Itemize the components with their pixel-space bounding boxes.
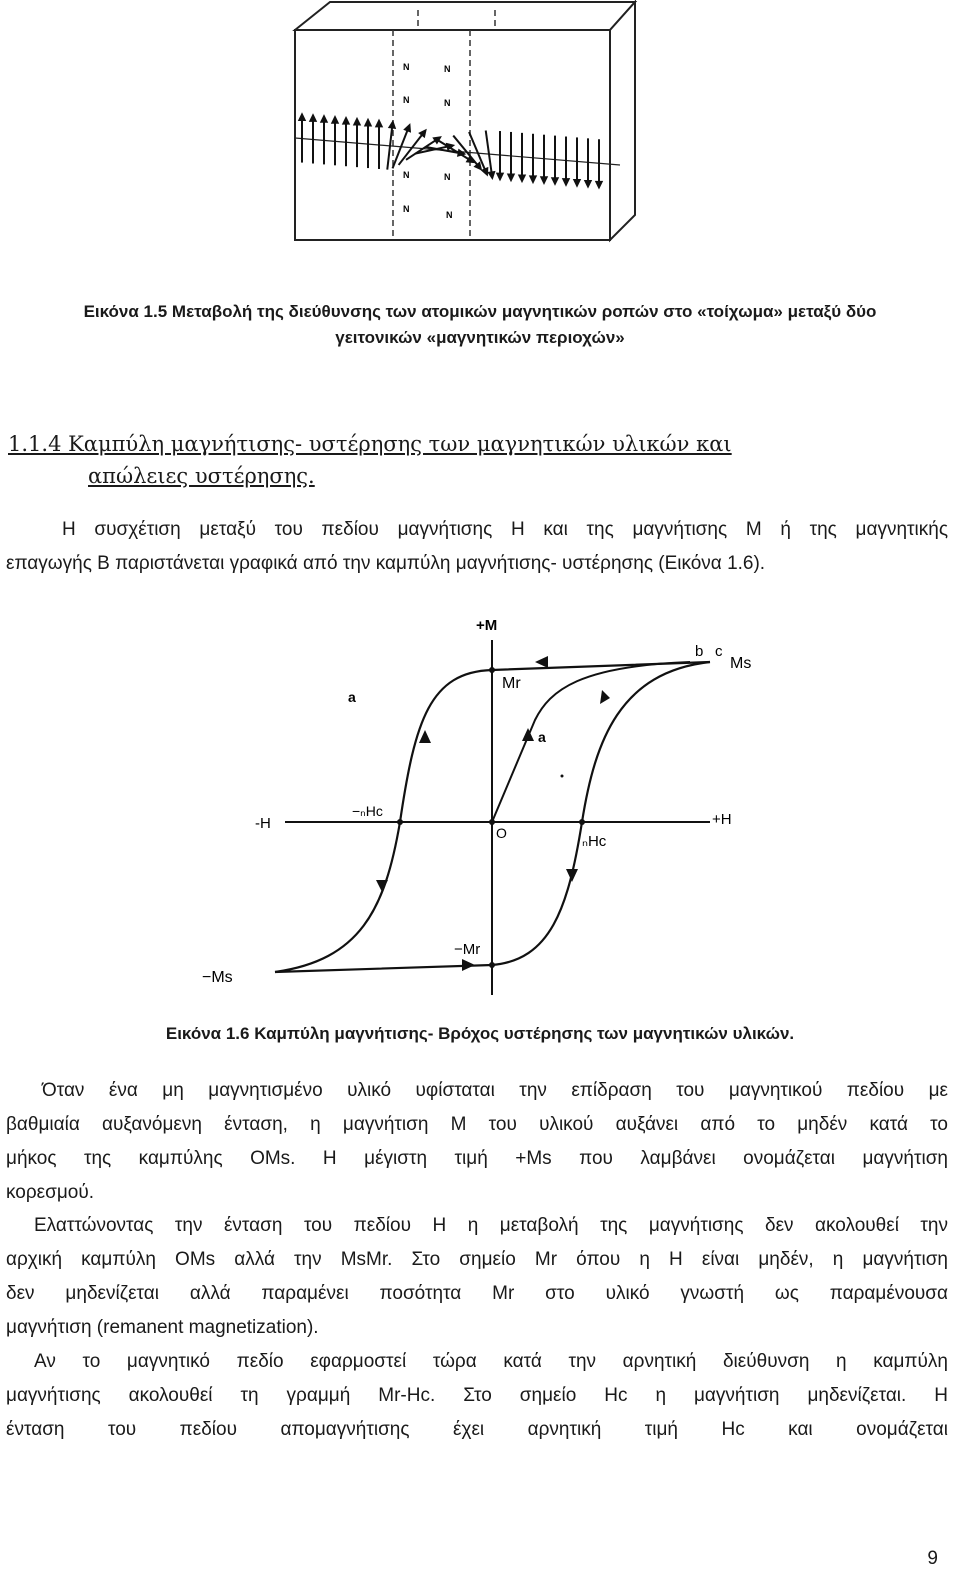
paragraph-line: Η συσχέτιση μεταξύ του πεδίου μαγνήτισης Η και της μαγνήτισης Μ ή της μαγνητικής [62, 519, 948, 540]
arrow-marker [535, 656, 548, 668]
paragraph-line: δεν μηδενίζεται αλλά παραμένει ποσότητα Mr στο υλικό γνωστή ως παραμένουσα [6, 1283, 948, 1304]
paragraph-line: ένταση του πεδίου απομαγνήτισης έχει αρνητική τιμή Hc και ονομάζεται [6, 1419, 948, 1440]
a-inner-label: a [538, 729, 546, 745]
paragraph-line: Όταν ένα μη μαγνητισμένο υλικό υφίσταται την επίδραση του μαγνητικού πεδίου με [42, 1080, 948, 1101]
caption-line: Εικόνα 1.5 Μεταβολή της διεύθυνσης των ατομικών μαγνητικών ροπών στο «τοίχωμα» μεταξύ δύο [83, 302, 877, 321]
minus-mr-label: −Mr [454, 941, 481, 958]
paragraph-line: μήκος της καμπύλης ΟΜs. Η μέγιστη τιμή +Ms που λαμβάνει ονομάζεται μαγνήτιση [6, 1148, 948, 1169]
minus-hc-label: −ₙHc [352, 803, 383, 819]
section-heading [8, 428, 732, 492]
a-outer-label: a [348, 689, 356, 705]
paragraph-saturation [6, 1074, 948, 1210]
arrow-marker [566, 869, 578, 882]
arrow-marker [462, 959, 475, 971]
paragraph-line: βαθμιαία αυξανόμενη ένταση, η μαγνήτιση Μ του υλικού αυξάνει από το μηδέν κατά το [6, 1114, 948, 1135]
arrow-marker [522, 728, 534, 741]
n-label: N [444, 64, 451, 74]
domain-wall-figure [290, 0, 640, 245]
arrow-marker [376, 880, 388, 892]
n-label: N [403, 204, 410, 214]
n-label: N [403, 170, 410, 180]
heading-line: 1.1.4 Καμπύλη μαγνήτισης- υστέρησης των μαγνητικών υλικών και [8, 432, 732, 456]
origin-label: O [496, 825, 507, 841]
paragraph-line: κορεσμού. [6, 1182, 95, 1203]
mr-label: Mr [502, 675, 521, 692]
ms-label: Ms [730, 655, 752, 672]
n-label: N [403, 62, 410, 72]
paragraph-line: επαγωγής Β παριστάνεται γραφικά από την καμπύλη μαγνήτισης- υστέρησης (Εικόνα 1.6). [6, 553, 766, 574]
figure-caption-1-5 [0, 299, 960, 351]
paragraph-line: Ελαττώνοντας την ένταση του πεδίου Η η μεταβολή της μαγνήτισης δεν ακολουθεί την [34, 1215, 948, 1236]
arrow-marker [600, 690, 610, 704]
hysteresis-loop-figure [190, 610, 770, 1005]
minus-h-label: -H [255, 815, 271, 832]
paragraph-line: μαγνήτισης ακολουθεί τη γραμμή Mr-Hc. Στο σημείο Hc η μαγνήτιση μηδενίζεται. Η [6, 1385, 948, 1406]
paragraph-line: αρχική καμπύλη ΟΜs αλλά την ΜsMr. Στο σημείο Mr όπου η Η είναι μηδέν, η μαγνήτιση [6, 1249, 948, 1270]
heading-line: απώλειες υστέρησης. [88, 464, 315, 488]
caption-line: γειτονικών «μαγνητικών περιοχών» [335, 328, 625, 347]
paragraph-coercivity [6, 1345, 948, 1447]
n-label: N [444, 98, 451, 108]
plus-m-label: +M [476, 617, 498, 634]
n-label: N [403, 95, 410, 105]
plus-h-label: +H [712, 811, 732, 828]
hc-label: ₙHc [582, 833, 607, 850]
b-label: b [695, 643, 704, 660]
minus-ms-label: −Ms [202, 969, 233, 986]
intro-paragraph [6, 513, 948, 581]
c-label: c [715, 643, 723, 660]
paragraph-remanence [6, 1209, 948, 1345]
initial-curve [492, 662, 690, 822]
paragraph-line: Αν το μαγνητικό πεδίο εφαρμοστεί τώρα κατά την αρνητική διεύθυνση η καμπύλη [34, 1351, 948, 1372]
n-label: N [446, 210, 453, 220]
arrow-marker [419, 730, 431, 743]
paragraph-line: μαγνήτιση (remanent magnetization). [6, 1317, 319, 1338]
n-label: N [444, 172, 451, 182]
page-number: 9 [927, 1548, 938, 1569]
figure-caption-1-6: Εικόνα 1.6 Καμπύλη μαγνήτισης- Βρόχος υστέρησης των μαγνητικών υλικών. [165, 1024, 795, 1043]
